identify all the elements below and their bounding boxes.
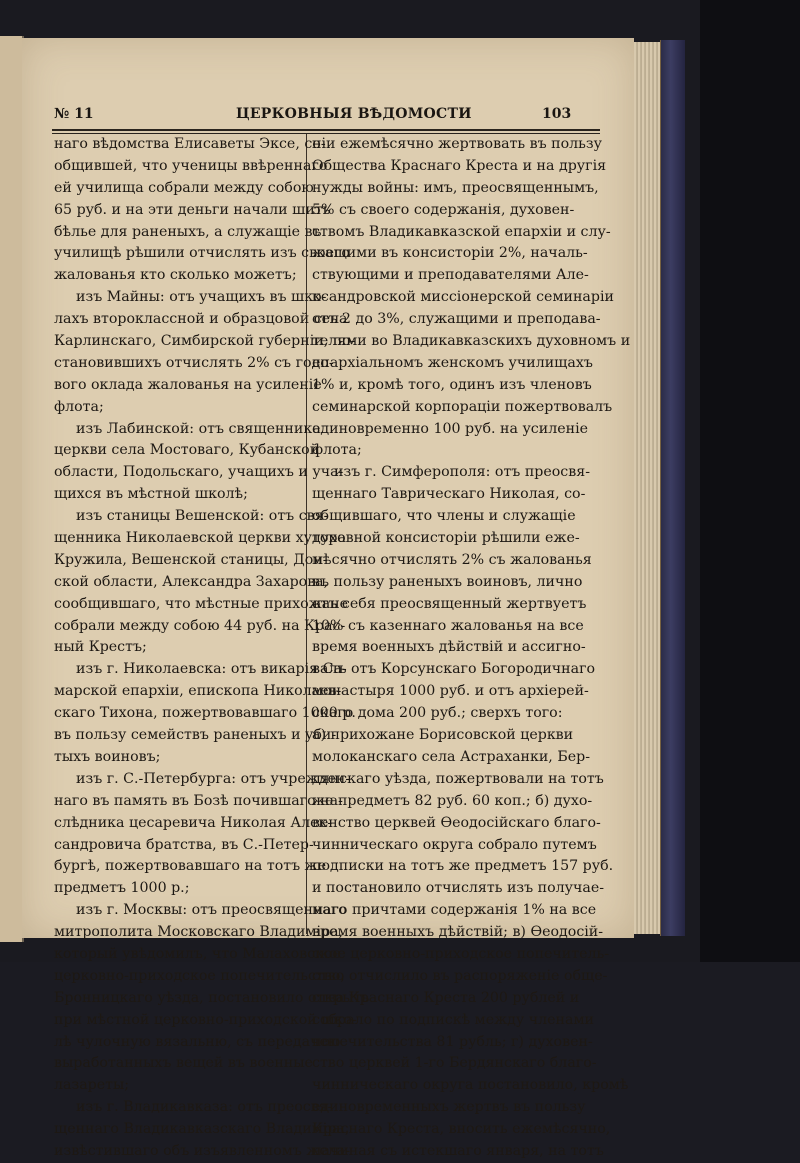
- text-line: изъ г. С.-Петербурга: отъ учрежден-: [76, 770, 351, 787]
- text-line: общившаго, что члены и служащіе: [312, 508, 576, 525]
- text-line: скаго Тихона, пожертвовавшаго 1000 р.: [54, 705, 356, 722]
- text-line: ства Краснаго Креста 200 рублей и: [312, 989, 580, 1006]
- text-line: время военныхъ дѣйствій; в) Ѳеодосій-: [312, 924, 604, 941]
- text-line: а) прихожане Борисовской церкви: [312, 727, 574, 744]
- text-line: изъ Лабинской: отъ священника: [76, 420, 321, 437]
- header-rule: [52, 129, 600, 131]
- text-line: марской епархіи, епископа Николаев-: [54, 683, 342, 700]
- text-line: единовременныхъ жертвъ въ пользу: [312, 1099, 586, 1116]
- text-line: церкви села Мостоваго, Кубанской: [54, 442, 320, 459]
- text-line: флота;: [54, 398, 104, 415]
- text-line: области, Подольскаго, учащихъ и уча-: [54, 464, 344, 481]
- text-line: ской области, Александра Захарова,: [54, 573, 329, 590]
- text-line: лахъ второклассной и образцовой села: [54, 311, 348, 328]
- text-line: щихся въ мѣстной школѣ;: [54, 486, 248, 503]
- text-line: лазареты;: [54, 1077, 130, 1094]
- journal-title: ЦЕРКОВНЫЯ ВѢДОМОСТИ: [236, 106, 472, 122]
- text-line: подписки на тотъ же предметъ 157 руб.: [312, 858, 614, 875]
- text-line: въ пользу раненыхъ воиновъ, лично: [312, 573, 583, 590]
- text-line: изъ г. Владикавказа: отъ преосвя-: [76, 1099, 333, 1116]
- right-column: [312, 134, 631, 1163]
- text-line: ніи ежемѣсячно жертвовать въ пользу: [312, 136, 602, 152]
- text-line: ксандровской миссіонерской семинаріи: [312, 289, 614, 306]
- text-line: 5% съ своего содержанія, духовен-: [312, 201, 575, 218]
- text-line: наго вѣдомства Елисаветы Эксе, со-: [54, 136, 326, 152]
- text-line: тыхъ воиновъ;: [54, 748, 161, 765]
- text-line: венство церквей Ѳеодосійскаго благо-: [312, 814, 601, 831]
- text-line: изъ г. Николаевска: отъ викарія Са-: [76, 661, 347, 678]
- text-line: ствомъ Владикавказской епархіи и слу-: [312, 223, 611, 240]
- text-line: Общества Краснаго Креста и на другія: [312, 157, 607, 174]
- text-line: 10% съ казеннаго жалованья на все: [312, 617, 584, 634]
- text-line: ское церковно-приходское попечитель-: [312, 945, 610, 962]
- text-line: сообщившаго, что мѣстные прихожане: [54, 595, 349, 612]
- scan-margin-right: [700, 0, 800, 962]
- text-line: общившей, что ученицы ввѣреннаго: [54, 157, 328, 174]
- text-line: дянскаго уѣзда, пожертвовали на тотъ: [312, 770, 604, 787]
- text-line: мѣсячно отчислять 2% съ жалованья: [312, 551, 592, 568]
- text-line: 1% и, кромѣ того, одинъ изъ членовъ: [312, 376, 592, 393]
- text-line: Кружила, Вешенской станицы, Дон-: [54, 551, 328, 568]
- text-line: чинническаго округа собрало путемъ: [312, 836, 597, 853]
- text-line: изъ Майны: отъ учащихъ въ шко-: [76, 289, 327, 306]
- text-line: собрало по подпискѣ между членами: [312, 1011, 594, 1028]
- text-line: щеннаго Таврическаго Николая, со-: [312, 486, 586, 503]
- text-line: изъ г. Москвы: отъ преосвященнаго: [76, 902, 347, 919]
- facing-page-edge: [0, 36, 24, 942]
- text-line: флота;: [312, 442, 362, 459]
- book-page: [22, 38, 634, 1159]
- text-line: ство церквей 1-го Бердянскаго благо-: [312, 1055, 597, 1072]
- text-line: изъ станицы Вешенской: отъ свя-: [76, 508, 329, 525]
- text-line: сандровича братства, въ С.-Петер-: [54, 836, 314, 853]
- text-line: предметъ 1000 р.;: [54, 880, 190, 897]
- text-line: ствующими и преподавателями Але-: [312, 267, 589, 284]
- text-line: при мѣстной церковно-приходской шко-: [54, 1011, 357, 1028]
- text-line: жащими въ консисторіи 2%, началь-: [312, 245, 588, 262]
- text-line: духовной консисторіи рѣшили еже-: [312, 530, 580, 547]
- text-line: въ пользу семействъ раненыхъ и уби-: [54, 727, 337, 744]
- text-line: который увѣдомилъ, что Малаховское: [54, 945, 341, 962]
- page-stack-edge: [634, 42, 660, 934]
- text-line: ный Крестъ;: [54, 639, 147, 656]
- text-line: начиная съ истекшаго января, на тотъ: [312, 1142, 604, 1159]
- text-line: нужды войны: имъ, преосвященнымъ,: [312, 179, 599, 196]
- text-line: становившихъ отчислять 2% съ годо-: [54, 354, 334, 371]
- text-line: щеннаго Владикавказскаго Владиміра,: [54, 1121, 350, 1138]
- text-line: время военныхъ дѣйствій и ассигно-: [312, 639, 586, 656]
- text-line: собрали между собою 44 руб. на Крас-: [54, 617, 346, 634]
- text-line: и постановило отчислять изъ получае-: [312, 880, 605, 897]
- text-line: выработанныхъ вещей въ военные: [54, 1055, 313, 1072]
- text-line: маго причтами содержанія 1% на все: [312, 902, 597, 919]
- text-line: чинническаго округа постановило, кромѣ: [312, 1077, 629, 1094]
- text-line: валъ отъ Корсунскаго Богородичнаго: [312, 661, 596, 678]
- text-line: вого оклада жалованья на усиленіе: [54, 376, 322, 393]
- text-line: бургѣ, пожертвовавшаго на тотъ же: [54, 858, 327, 875]
- text-line: жалованья кто сколько можетъ;: [54, 267, 297, 284]
- text-line: лѣ чулочную вязальню, съ передачею: [54, 1033, 341, 1050]
- page-number: 103: [542, 106, 572, 122]
- text-line: ей училища собрали между собою: [54, 179, 314, 196]
- text-line: монастыря 1000 руб. и отъ архіерей-: [312, 683, 589, 700]
- text-line: слѣдника цесаревича Николая Алек-: [54, 814, 333, 831]
- text-line: извѣстившаго объ изъявленномъ жела-: [54, 1142, 351, 1159]
- text-line: щенника Николаевской церкви хутора: [54, 530, 346, 547]
- issue-number: № 11: [54, 106, 94, 122]
- text-line: Краснаго Креста, вносить ежемѣсячно,: [312, 1121, 611, 1138]
- text-line: скаго дома 200 руб.; сверхъ того:: [312, 705, 563, 722]
- text-line: церковно-приходское попечительство,: [54, 967, 345, 984]
- text-line: единовременно 100 руб. на усиленіе: [312, 420, 588, 437]
- text-line: отъ 2 до 3%, служащими и преподава-: [312, 311, 601, 328]
- text-line: училищѣ рѣшили отчислять изъ своего: [54, 245, 350, 262]
- text-line: попечительства 81 рубль; г) духовен-: [312, 1033, 593, 1050]
- text-line: молоканскаго села Астраханки, Бер-: [312, 748, 591, 765]
- text-line: ство отчислило въ распоряженіе обще-: [312, 967, 608, 984]
- text-line: 65 руб. и на эти деньги начали шить: [54, 201, 331, 218]
- text-line: Бронницкаго уѣзда, постановило открыть: [54, 989, 370, 1006]
- text-line: наго въ память въ Бозѣ почившаго на-: [54, 792, 343, 809]
- text-line: изъ г. Симферополя: отъ преосвя-: [334, 464, 590, 481]
- text-line: же предметъ 82 руб. 60 коп.; б) духо-: [312, 792, 593, 809]
- text-line: семинарской корпораціи пожертвовалъ: [312, 398, 613, 415]
- text-line: Карлинскаго, Симбирской губерніи, по-: [54, 333, 356, 350]
- left-column: [54, 134, 370, 1163]
- text-line: бѣлье для раненыхъ, а служащіе въ: [54, 223, 322, 240]
- text-line: телями во Владикавказскихъ духовномъ и: [312, 333, 631, 350]
- book-cover: [660, 40, 685, 936]
- text-line: епархіальномъ женскомъ училищахъ: [312, 354, 593, 371]
- text-line: отъ себя преосвященный жертвуетъ: [312, 595, 587, 612]
- running-header: [22, 106, 634, 130]
- text-line: митрополита Московскаго Владиміра,: [54, 924, 344, 941]
